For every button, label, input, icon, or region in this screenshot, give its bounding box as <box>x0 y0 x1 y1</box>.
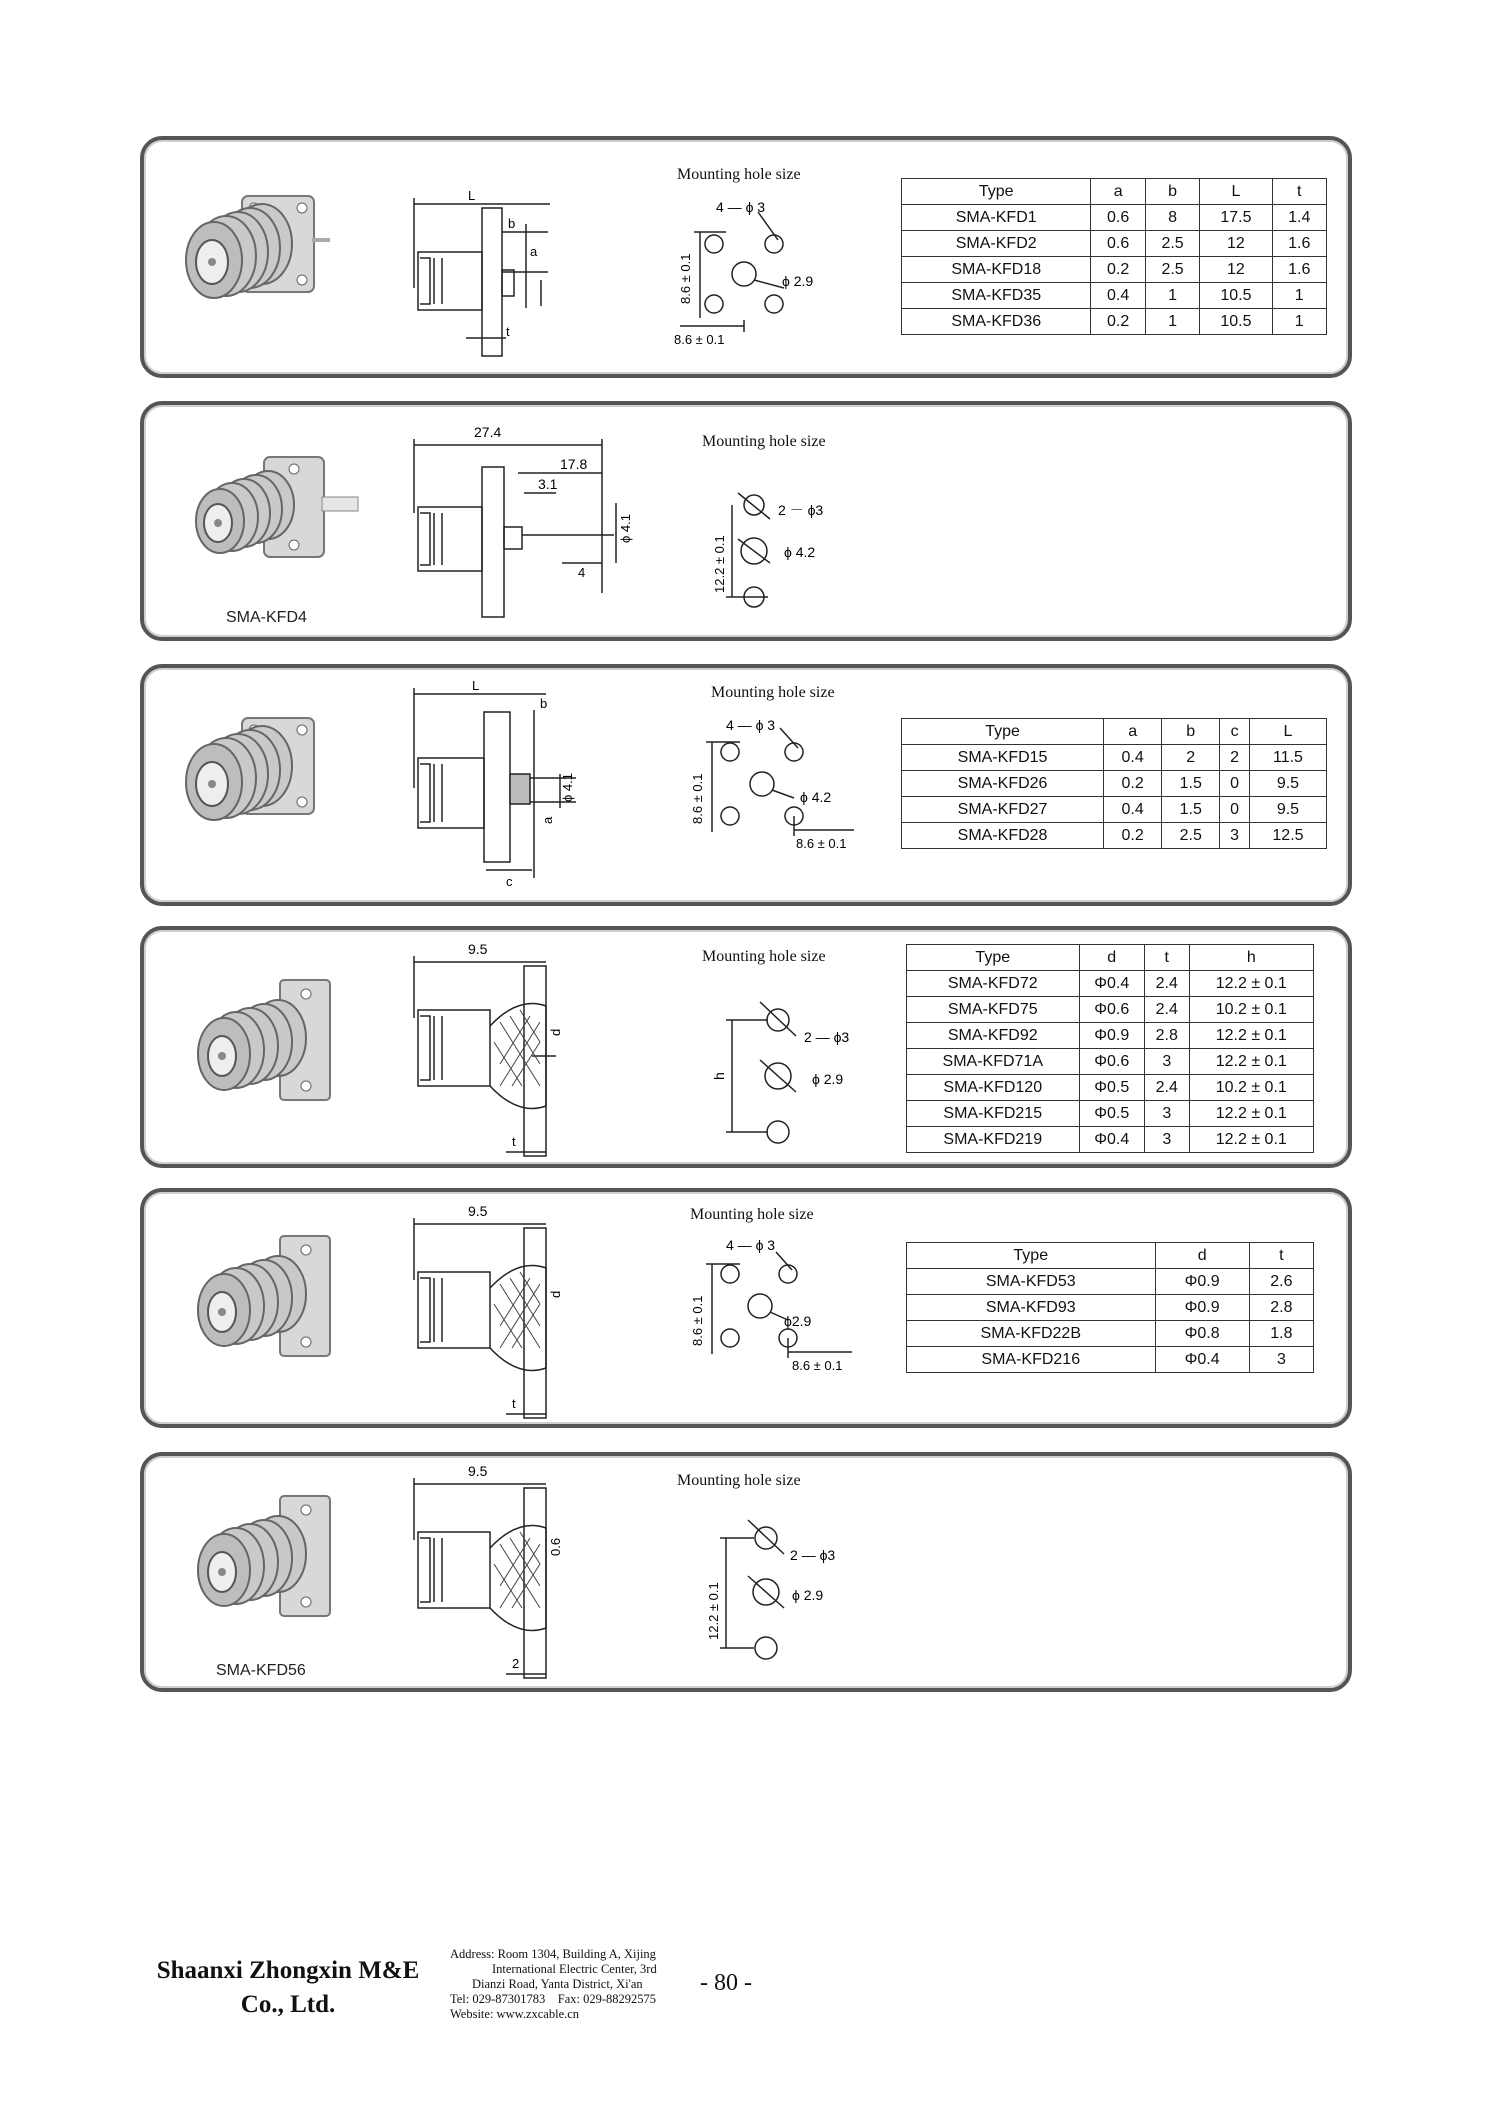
column-header: Type <box>907 945 1080 971</box>
column-header: b <box>1162 719 1220 745</box>
product-panel-2 <box>140 401 1352 641</box>
type-cell: SMA-KFD22B <box>907 1321 1156 1347</box>
value-cell: 10.2 ± 0.1 <box>1189 1075 1313 1101</box>
dim-label: t <box>512 1396 516 1411</box>
type-cell: SMA-KFD36 <box>902 309 1091 335</box>
address-line: Dianzi Road, Yanta District, Xi'an <box>472 1977 643 1991</box>
table-row <box>902 283 1327 309</box>
product-panel-6 <box>140 1452 1352 1692</box>
mounting-hole-drawing <box>704 1500 884 1680</box>
value-cell: 0.4 <box>1091 283 1145 309</box>
value-cell: Φ0.4 <box>1079 971 1144 997</box>
column-header: a <box>1091 179 1145 205</box>
company-name-line2: Co., Ltd. <box>240 1991 336 2018</box>
dim-label: b <box>508 216 516 231</box>
value-cell: 2.4 <box>1144 997 1189 1023</box>
type-cell: SMA-KFD26 <box>902 771 1104 797</box>
table-row <box>902 309 1327 335</box>
value-cell: 1 <box>1272 283 1327 309</box>
value-cell: 0.2 <box>1104 771 1162 797</box>
type-cell: SMA-KFD216 <box>907 1347 1156 1373</box>
dim-label: ϕ 4.1 <box>560 773 575 802</box>
company-name <box>128 1954 448 2022</box>
dim-label: 9.5 <box>468 1463 488 1479</box>
connector-photo <box>190 1230 340 1380</box>
column-header: a <box>1104 719 1162 745</box>
table-row <box>902 257 1327 283</box>
hole-label: ϕ 2.9 <box>812 1071 844 1087</box>
value-cell: 2.6 <box>1249 1269 1313 1295</box>
mounting-hole-drawing <box>684 1232 884 1392</box>
table-row <box>902 205 1327 231</box>
value-cell: 9.5 <box>1249 797 1326 823</box>
value-cell: 2.5 <box>1145 231 1199 257</box>
value-cell: 2 <box>1220 745 1250 771</box>
product-panel-4 <box>140 926 1352 1168</box>
dim-label: ϕ 4.1 <box>618 514 633 543</box>
side-view-drawing <box>406 423 636 623</box>
mounting-hole-label: Mounting hole size <box>702 433 826 450</box>
dim-label: 9.5 <box>468 941 488 957</box>
dim-label: d <box>548 1290 563 1298</box>
website: Website: www.zxcable.cn <box>450 2007 580 2021</box>
dim-label: c <box>506 874 513 888</box>
value-cell: 0.4 <box>1104 797 1162 823</box>
value-cell: 2.5 <box>1145 257 1199 283</box>
type-cell: SMA-KFD1 <box>902 205 1091 231</box>
side-view-drawing <box>406 1460 606 1690</box>
spec-table <box>901 718 1327 849</box>
table-row <box>907 1295 1314 1321</box>
type-cell: SMA-KFD27 <box>902 797 1104 823</box>
column-header: Type <box>902 719 1104 745</box>
value-cell: 10.5 <box>1200 283 1272 309</box>
value-cell: 0 <box>1220 771 1250 797</box>
table-row <box>907 1023 1314 1049</box>
dim-label: 4 <box>578 565 586 580</box>
mounting-hole-drawing <box>674 192 834 372</box>
table-row <box>902 823 1327 849</box>
hole-label: ϕ 4.2 <box>800 789 832 805</box>
spec-table <box>901 178 1327 335</box>
type-cell: SMA-KFD71A <box>907 1049 1080 1075</box>
table-header-row <box>907 945 1314 971</box>
value-cell: 12.2 ± 0.1 <box>1189 971 1313 997</box>
value-cell: 1.4 <box>1272 205 1327 231</box>
phone-fax: Tel: 029-87301783 Fax: 029-88292575 <box>450 1992 657 2006</box>
value-cell: 2.4 <box>1144 971 1189 997</box>
value-cell: 0.6 <box>1091 231 1145 257</box>
table-row <box>907 1049 1314 1075</box>
column-header: c <box>1220 719 1250 745</box>
table-row <box>907 971 1314 997</box>
value-cell: Φ0.6 <box>1079 1049 1144 1075</box>
column-header: h <box>1189 945 1313 971</box>
dim-label: 17.8 <box>560 456 588 472</box>
value-cell: 3 <box>1220 823 1250 849</box>
connector-photo <box>190 974 340 1124</box>
value-cell: 12.2 ± 0.1 <box>1189 1101 1313 1127</box>
column-header: b <box>1145 179 1199 205</box>
side-view-drawing <box>406 938 606 1168</box>
product-panel-3 <box>140 664 1352 906</box>
value-cell: Φ0.9 <box>1079 1023 1144 1049</box>
value-cell: Φ0.5 <box>1079 1101 1144 1127</box>
hole-label: 8.6 ± 0.1 <box>674 332 725 347</box>
type-cell: SMA-KFD35 <box>902 283 1091 309</box>
dim-label: t <box>512 1134 516 1149</box>
value-cell: 2.5 <box>1162 823 1220 849</box>
hole-label: ϕ2.9 <box>784 1313 812 1329</box>
hole-label: 4 — ϕ 3 <box>726 1237 776 1253</box>
type-cell: SMA-KFD72 <box>907 971 1080 997</box>
column-header: L <box>1200 179 1272 205</box>
type-cell: SMA-KFD2 <box>902 231 1091 257</box>
column-header: Type <box>902 179 1091 205</box>
hole-label: 2 － ϕ3 <box>778 502 824 518</box>
hole-label: ϕ 2.9 <box>782 273 814 289</box>
value-cell: 2 <box>1162 745 1220 771</box>
spec-table <box>906 1242 1314 1373</box>
type-cell: SMA-KFD120 <box>907 1075 1080 1101</box>
table-header-row <box>902 719 1327 745</box>
column-header: t <box>1272 179 1327 205</box>
value-cell: 10.2 ± 0.1 <box>1189 997 1313 1023</box>
column-header: d <box>1155 1243 1249 1269</box>
type-cell: SMA-KFD75 <box>907 997 1080 1023</box>
table-row <box>902 771 1327 797</box>
table-row <box>907 1075 1314 1101</box>
value-cell: 17.5 <box>1200 205 1272 231</box>
column-header: L <box>1249 719 1326 745</box>
side-view-drawing <box>406 1200 606 1430</box>
hole-label: h <box>711 1072 727 1080</box>
value-cell: 1.5 <box>1162 771 1220 797</box>
table-row <box>902 231 1327 257</box>
table-row <box>907 1321 1314 1347</box>
product-panel-1 <box>140 136 1352 378</box>
column-header: Type <box>907 1243 1156 1269</box>
mounting-hole-label: Mounting hole size <box>690 1206 814 1223</box>
value-cell: Φ0.4 <box>1155 1347 1249 1373</box>
type-cell: SMA-KFD15 <box>902 745 1104 771</box>
dim-label: a <box>530 244 538 259</box>
value-cell: Φ0.4 <box>1079 1127 1144 1153</box>
value-cell: 12.2 ± 0.1 <box>1189 1023 1313 1049</box>
dim-label: 3.1 <box>538 476 558 492</box>
table-row <box>902 745 1327 771</box>
company-name-line1: Shaanxi Zhongxin M&E <box>156 1957 420 1984</box>
dim-label: a <box>540 816 555 824</box>
value-cell: 9.5 <box>1249 771 1326 797</box>
table-row <box>902 797 1327 823</box>
value-cell: 1.5 <box>1162 797 1220 823</box>
hole-label: 8.6 ± 0.1 <box>678 253 693 304</box>
hole-label: 8.6 ± 0.1 <box>690 1295 705 1346</box>
table-row <box>907 1347 1314 1373</box>
mounting-hole-label: Mounting hole size <box>677 166 801 183</box>
dim-label: 27.4 <box>474 424 502 440</box>
contact-block <box>450 1947 685 2022</box>
value-cell: 0 <box>1220 797 1250 823</box>
type-cell: SMA-KFD53 <box>907 1269 1156 1295</box>
value-cell: Φ0.5 <box>1079 1075 1144 1101</box>
page-number: - 80 - <box>700 1970 752 1996</box>
hole-label: 12.2 ± 0.1 <box>706 1582 721 1640</box>
hole-label: 8.6 ± 0.1 <box>792 1358 843 1373</box>
mounting-hole-label: Mounting hole size <box>677 1472 801 1489</box>
connector-photo <box>182 190 332 330</box>
value-cell: 12.2 ± 0.1 <box>1189 1127 1313 1153</box>
table-row <box>907 1101 1314 1127</box>
value-cell: 3 <box>1144 1049 1189 1075</box>
value-cell: 11.5 <box>1249 745 1326 771</box>
dim-label: L <box>468 188 476 203</box>
value-cell: 12 <box>1200 257 1272 283</box>
hole-label: 8.6 ± 0.1 <box>796 836 847 851</box>
spec-table <box>906 944 1314 1153</box>
type-cell: SMA-KFD18 <box>902 257 1091 283</box>
mounting-hole-drawing <box>684 712 884 872</box>
value-cell: 0.4 <box>1104 745 1162 771</box>
value-cell: 1 <box>1145 283 1199 309</box>
address-line: Address: Room 1304, Building A, Xijing <box>450 1947 656 1961</box>
value-cell: 0.6 <box>1091 205 1145 231</box>
type-cell: SMA-KFD93 <box>907 1295 1156 1321</box>
hole-label: 12.2 ± 0.1 <box>712 535 727 593</box>
value-cell: 0.2 <box>1091 257 1145 283</box>
value-cell: Φ0.6 <box>1079 997 1144 1023</box>
side-view-drawing <box>406 188 606 368</box>
mounting-hole-label: Mounting hole size <box>702 948 826 965</box>
value-cell: 10.5 <box>1200 309 1272 335</box>
connector-photo <box>182 453 362 573</box>
dim-label: t <box>506 324 510 339</box>
value-cell: 2.4 <box>1144 1075 1189 1101</box>
hole-label: 4 — ϕ 3 <box>716 199 766 215</box>
table-row <box>907 1269 1314 1295</box>
dim-label: 9.5 <box>468 1203 488 1219</box>
value-cell: 12.2 ± 0.1 <box>1189 1049 1313 1075</box>
dim-label: d <box>548 1028 563 1036</box>
product-caption: SMA-KFD4 <box>226 609 307 626</box>
value-cell: 12.5 <box>1249 823 1326 849</box>
mounting-hole-drawing <box>704 463 864 623</box>
address-line: International Electric Center, 3rd <box>492 1962 657 1976</box>
type-cell: SMA-KFD215 <box>907 1101 1080 1127</box>
value-cell: 1.8 <box>1249 1321 1313 1347</box>
hole-label: 2 — ϕ3 <box>804 1029 850 1045</box>
value-cell: 12 <box>1200 231 1272 257</box>
hole-label: 8.6 ± 0.1 <box>690 773 705 824</box>
value-cell: 1 <box>1272 309 1327 335</box>
table-header-row <box>902 179 1327 205</box>
dim-label: L <box>472 678 480 693</box>
value-cell: 1.6 <box>1272 257 1327 283</box>
product-caption: SMA-KFD56 <box>216 1662 306 1679</box>
value-cell: 3 <box>1144 1127 1189 1153</box>
table-header-row <box>907 1243 1314 1269</box>
value-cell: 2.8 <box>1249 1295 1313 1321</box>
type-cell: SMA-KFD92 <box>907 1023 1080 1049</box>
connector-photo <box>182 712 332 852</box>
hole-label: 2 — ϕ3 <box>790 1547 836 1563</box>
dim-label: 2 <box>512 1656 520 1671</box>
value-cell: 3 <box>1144 1101 1189 1127</box>
type-cell: SMA-KFD28 <box>902 823 1104 849</box>
type-cell: SMA-KFD219 <box>907 1127 1080 1153</box>
value-cell: 1.6 <box>1272 231 1327 257</box>
hole-label: ϕ 4.2 <box>784 544 816 560</box>
dim-label: b <box>540 696 548 711</box>
table-row <box>907 1127 1314 1153</box>
connector-photo <box>190 1490 340 1640</box>
value-cell: 0.2 <box>1091 309 1145 335</box>
hole-label: 4 — ϕ 3 <box>726 717 776 733</box>
column-header: d <box>1079 945 1144 971</box>
value-cell: Φ0.9 <box>1155 1269 1249 1295</box>
value-cell: 3 <box>1249 1347 1313 1373</box>
dim-label: 0.6 <box>548 1537 563 1556</box>
hole-label: ϕ 2.9 <box>792 1587 824 1603</box>
side-view-drawing <box>406 678 626 888</box>
value-cell: 1 <box>1145 309 1199 335</box>
mounting-hole-label: Mounting hole size <box>711 684 835 701</box>
table-row <box>907 997 1314 1023</box>
value-cell: Φ0.9 <box>1155 1295 1249 1321</box>
value-cell: 2.8 <box>1144 1023 1189 1049</box>
mounting-hole-drawing <box>704 972 904 1172</box>
column-header: t <box>1249 1243 1313 1269</box>
product-panel-5 <box>140 1188 1352 1428</box>
value-cell: 8 <box>1145 205 1199 231</box>
value-cell: 0.2 <box>1104 823 1162 849</box>
value-cell: Φ0.8 <box>1155 1321 1249 1347</box>
column-header: t <box>1144 945 1189 971</box>
